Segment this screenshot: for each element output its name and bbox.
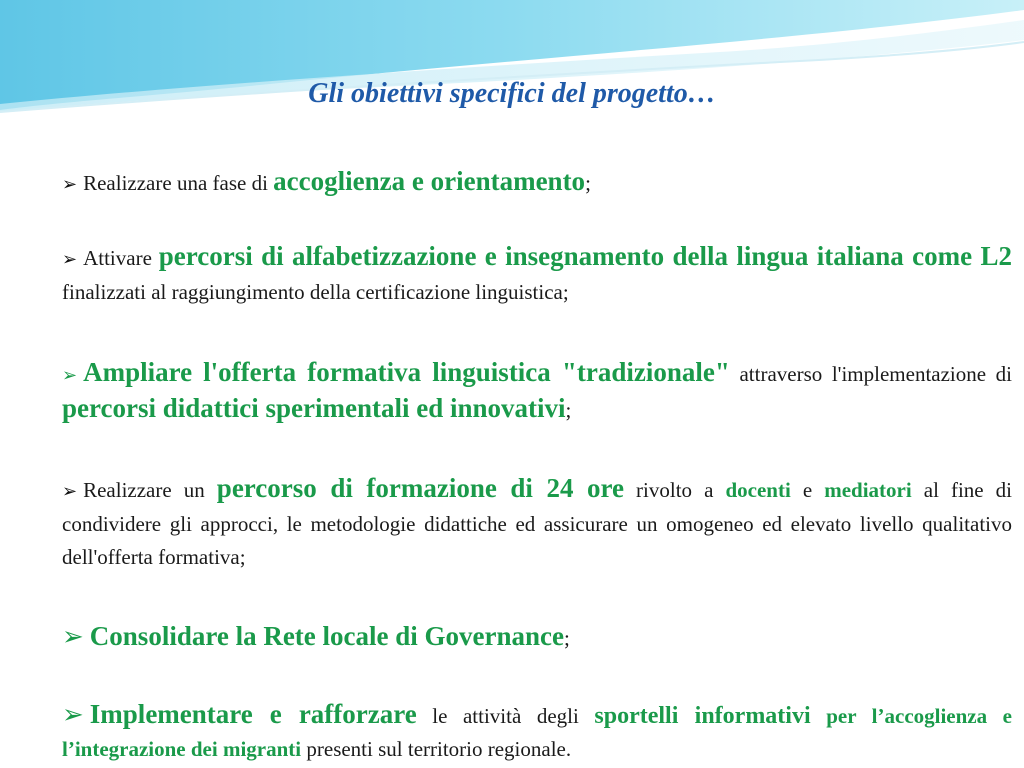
highlight-text: percorso di formazione di 24 ore [216,473,624,503]
arrow-bullet-icon: ➢ [62,700,84,729]
highlight-text: sportelli informativi [594,703,811,729]
highlight-text: mediatori [824,478,912,502]
arrow-bullet-icon: ➢ [62,622,84,651]
arrow-bullet-icon: ➢ [62,249,78,269]
objective-5: ➢ Consolidare la Rete locale di Governance; [62,621,570,651]
header-wave-decoration [0,0,1024,130]
highlight-text: Ampliare l'offerta formativa linguistica "tradizionale" [83,357,730,387]
highlight-text: Implementare e rafforzare [89,699,417,729]
objective-3: ➢ Ampliare l'offerta formativa linguistica "tradizionale" attraverso l'implementazione di percorsi didattici sperimentali ed innovativi; [62,357,1013,423]
objective-6: ➢ Implementare e rafforzare le attività degli sportelli informativi per l’accoglienza e l’integrazione dei migranti presenti sul territorio regionale. [62,699,1012,761]
objective-2: ➢ Attivare percorsi di alfabetizzazione e insegnamento della lingua italiana come L2 finalizzati al raggiungimento della certificazione linguistica; [62,241,1012,304]
arrow-bullet-icon: ➢ [62,481,78,501]
objective-4: ➢ Realizzare un percorso di formazione di 24 ore rivolto a docenti e mediatori al fine di condividere gli approcci, le metodologie didattiche ed assicurare un omogeneo ed elevato livello qualitativo dell'offerta formativa; [62,473,1012,569]
highlight-text: Consolidare la Rete locale di Governance [89,621,564,651]
highlight-text: percorsi di alfabetizzazione e insegnamento della lingua italiana come L2 [158,241,1012,271]
arrow-bullet-icon: ➢ [62,174,78,194]
objective-1: ➢ Realizzare una fase di accoglienza e orientamento; [62,166,591,196]
highlight-text: percorsi didattici sperimentali ed innovativi [62,393,566,423]
highlight-text: docenti [725,478,791,502]
arrow-bullet-icon: ➢ [62,365,78,385]
slide-title: Gli obiettivi specifici del progetto… [308,78,716,109]
highlight-text: accoglienza e orientamento [273,166,586,196]
highlight-text: per l’accoglienza e l’integrazione dei migranti [62,704,1012,761]
